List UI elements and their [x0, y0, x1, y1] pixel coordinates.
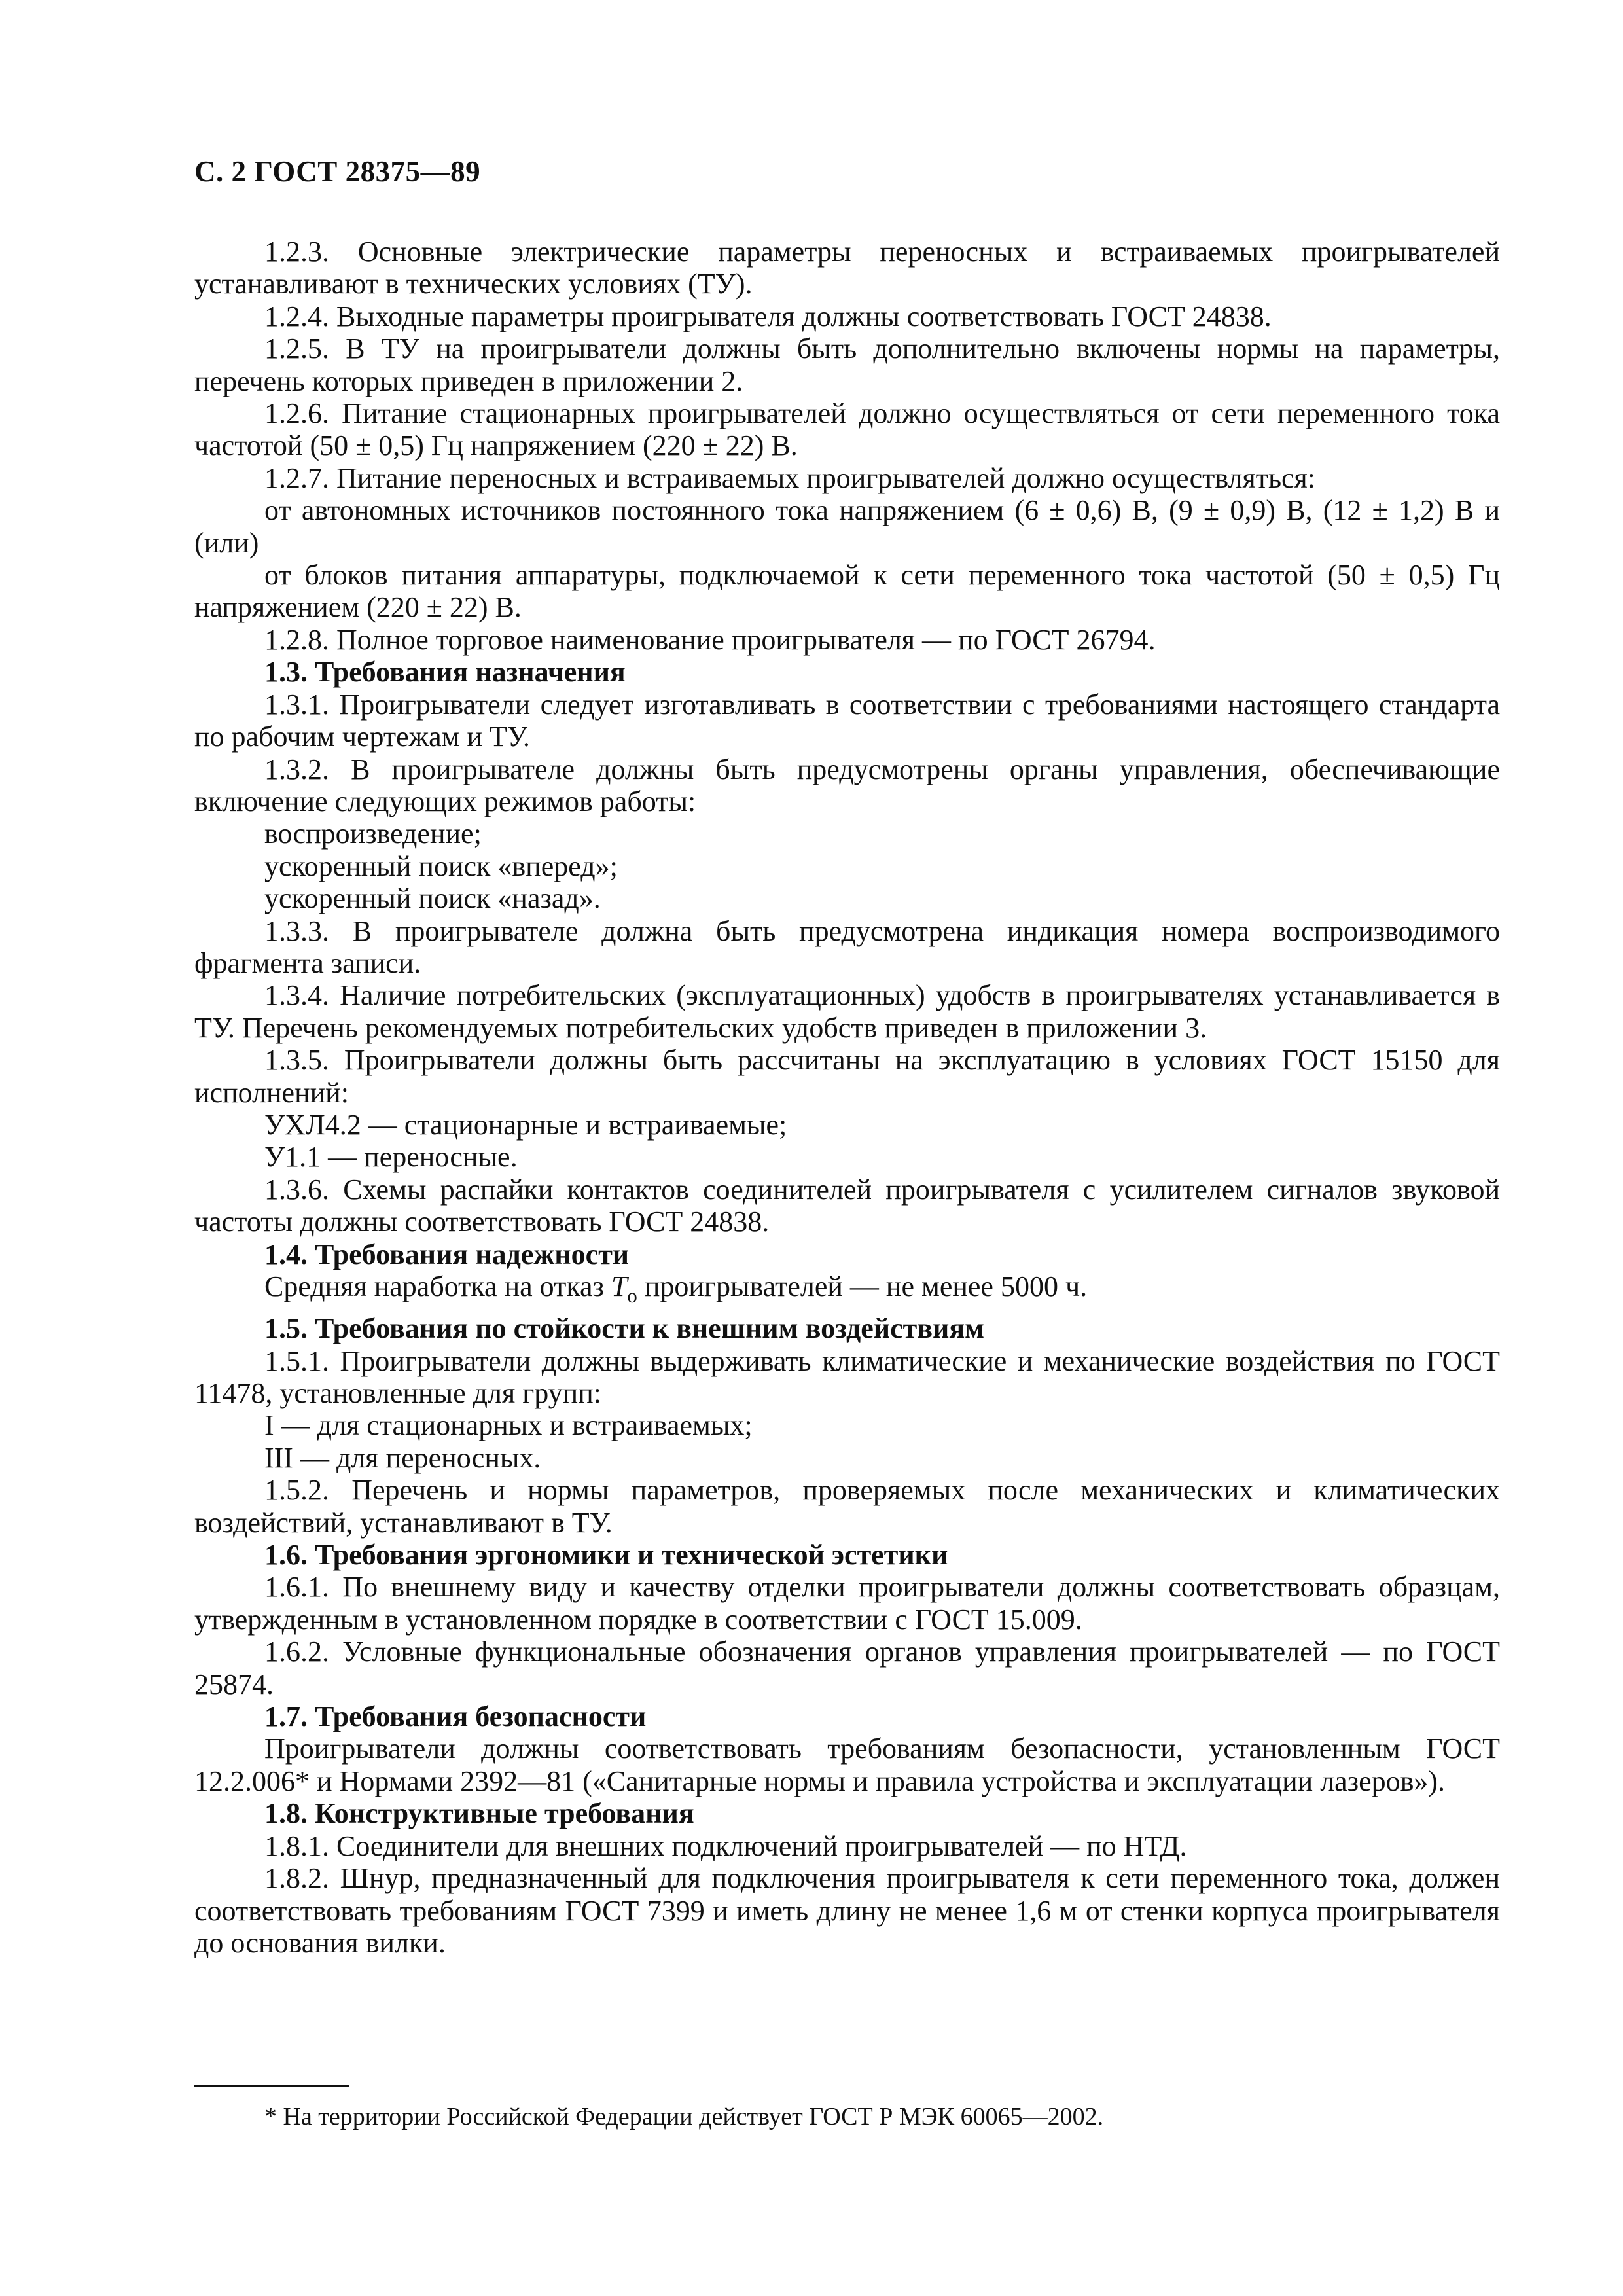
- paragraph-1-6-2: 1.6.2. Условные функциональные обозначения органов управления проигрывателей — по ГОСТ 25874.: [194, 1636, 1500, 1700]
- section-heading-1-7: 1.7. Требования безопасности: [264, 1700, 647, 1733]
- paragraph-1-5-1: 1.5.1. Проигрыватели должны выдерживать климатические и механические воздействия по ГОСТ 11478, установленные для групп:: [194, 1344, 1500, 1410]
- paragraph-safety: Проигрыватели должны соответствовать требованиям безопасности, установленным ГОСТ 12.2.006* и Нормами 2392—81 («Санитарные нормы и правила устройства и эксплуатации лазеров»).: [194, 1732, 1500, 1797]
- list-item-fast-forward: ускоренный поиск «вперед»;: [264, 850, 618, 882]
- paragraph-1-3-2: 1.3.2. В проигрывателе должны быть предусмотрены органы управления, обеспечивающие включение следующих режимов работы:: [194, 753, 1500, 817]
- paragraph-1-3-1: 1.3.1. Проигрыватели следует изготавливать в соответствии с требованиями настоящего стандарта по рабочим чертежам и ТУ.: [194, 688, 1500, 753]
- section-heading-1-6: 1.6. Требования эргономики и технической эстетики: [264, 1539, 948, 1571]
- paragraph-1-2-7: 1.2.7. Питание переносных и встраиваемых проигрывателей должно осуществляться:: [264, 461, 1315, 494]
- page-header: С. 2 ГОСТ 28375—89: [194, 155, 481, 188]
- footnote: * На территории Российской Федерации действует ГОСТ Р МЭК 60065—2002.: [264, 2103, 1104, 2130]
- section-heading-1-3: 1.3. Требования назначения: [264, 656, 626, 689]
- list-item-group-1: I — для стационарных и встраиваемых;: [264, 1409, 753, 1442]
- paragraph-1-6-1: 1.6.1. По внешнему виду и качеству отделки проигрыватели должны соответствовать образцам, утвержденным в установленном порядке в соответствии с ГОСТ 15.009.: [194, 1571, 1500, 1636]
- list-item-fast-rewind: ускоренный поиск «назад».: [264, 882, 601, 915]
- paragraph-1-2-4: 1.2.4. Выходные параметры проигрывателя должны соответствовать ГОСТ 24838.: [264, 300, 1272, 332]
- paragraph-reliability: [194, 1270, 1500, 1312]
- paragraph-1-2-8: 1.2.8. Полное торговое наименование проигрывателя — по ГОСТ 26794.: [264, 623, 1156, 656]
- list-item-u1: У1.1 — переносные.: [264, 1141, 518, 1174]
- mtbf-symbol: T: [611, 1270, 628, 1302]
- mtbf-subscript: o: [627, 1284, 637, 1307]
- paragraph-1-2-6: 1.2.6. Питание стационарных проигрывателей должно осуществляться от сети переменного тока частотой (50 ± 0,5) Гц напряжением (220 ± 22) В.: [194, 397, 1500, 462]
- section-heading-1-8: 1.8. Конструктивные требования: [264, 1797, 694, 1830]
- paragraph-1-8-1: 1.8.1. Соединители для внешних подключений проигрывателей — по НТД.: [264, 1829, 1187, 1862]
- list-item-playback: воспроизведение;: [264, 817, 482, 850]
- list-item-uhl: УХЛ4.2 — стационарные и встраиваемые;: [264, 1108, 787, 1141]
- reliability-text-after: проигрывателей — не менее 5000 ч.: [637, 1270, 1088, 1302]
- paragraph-1-3-3: 1.3.3. В проигрывателе должна быть предусмотрена индикация номера воспроизводимого фрагмента записи.: [194, 914, 1500, 979]
- paragraph-1-2-7-item-2: от блоков питания аппаратуры, подключаемой к сети переменного тока частотой (50 ± 0,5) Гц напряжением (220 ± 22) В.: [194, 559, 1500, 624]
- section-heading-1-4: 1.4. Требования надежности: [264, 1238, 630, 1270]
- footnote-divider: [194, 2085, 349, 2087]
- section-heading-1-5: 1.5. Требования по стойкости к внешним воздействиям: [264, 1312, 985, 1345]
- paragraph-1-2-5: 1.2.5. В ТУ на проигрыватели должны быть дополнительно включены нормы на параметры, перечень которых приведен в приложении 2.: [194, 332, 1500, 397]
- paragraph-1-3-5: 1.3.5. Проигрыватели должны быть рассчитаны на эксплуатацию в условиях ГОСТ 15150 для исполнений:: [194, 1044, 1500, 1109]
- paragraph-1-2-3: 1.2.3. Основные электрические параметры переносных и встраиваемых проигрывателей устанавливают в технических условиях (ТУ).: [194, 236, 1500, 300]
- paragraph-1-5-2: 1.5.2. Перечень и нормы параметров, проверяемых после механических и климатических воздействий, устанавливают в ТУ.: [194, 1474, 1500, 1539]
- paragraph-1-8-2: 1.8.2. Шнур, предназначенный для подключения проигрывателя к сети переменного тока, должен соответствовать требованиям ГОСТ 7399 и иметь длину не менее 1,6 м от стенки корпуса проигрывателя до основания вилки.: [194, 1862, 1500, 1959]
- list-item-group-3: III — для переносных.: [264, 1441, 541, 1474]
- paragraph-1-3-6: 1.3.6. Схемы распайки контактов соединителей проигрывателя с усилителем сигналов звуковой частоты должны соответствовать ГОСТ 24838.: [194, 1173, 1500, 1238]
- paragraph-1-3-4: 1.3.4. Наличие потребительских (эксплуатационных) удобств в проигрывателях устанавливается в ТУ. Перечень рекомендуемых потребительских удобств приведен в приложении 3.: [194, 979, 1500, 1044]
- document-body: [194, 236, 1500, 1959]
- reliability-text-before: Средняя наработка на отказ: [264, 1270, 611, 1302]
- paragraph-1-2-7-item-1: от автономных источников постоянного тока напряжением (6 ± 0,6) В, (9 ± 0,9) В, (12 ± 1,2) В и (или): [194, 494, 1500, 559]
